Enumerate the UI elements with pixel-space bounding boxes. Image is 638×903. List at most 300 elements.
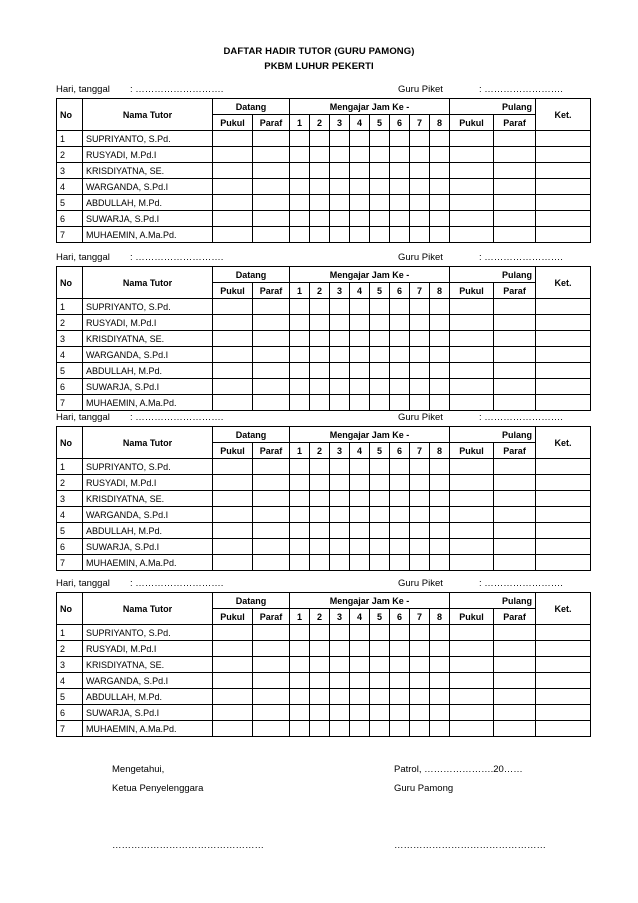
attendance-cell[interactable] [450, 395, 494, 411]
attendance-cell[interactable] [370, 179, 390, 195]
attendance-cell[interactable] [450, 657, 494, 673]
attendance-cell[interactable] [330, 347, 350, 363]
attendance-cell[interactable] [450, 705, 494, 721]
attendance-cell[interactable] [450, 179, 494, 195]
attendance-cell[interactable] [310, 395, 330, 411]
attendance-cell[interactable] [290, 689, 310, 705]
attendance-cell[interactable] [410, 657, 430, 673]
attendance-cell[interactable] [410, 195, 430, 211]
attendance-cell[interactable] [450, 539, 494, 555]
attendance-cell[interactable] [430, 705, 450, 721]
attendance-cell[interactable] [430, 507, 450, 523]
attendance-cell[interactable] [330, 363, 350, 379]
attendance-cell[interactable] [310, 211, 330, 227]
attendance-cell[interactable] [494, 523, 536, 539]
attendance-cell[interactable] [310, 459, 330, 475]
attendance-cell[interactable] [290, 195, 310, 211]
attendance-cell[interactable] [390, 475, 410, 491]
attendance-cell[interactable] [494, 689, 536, 705]
attendance-cell[interactable] [350, 331, 370, 347]
attendance-cell[interactable] [213, 657, 253, 673]
attendance-cell[interactable] [253, 163, 290, 179]
attendance-cell[interactable] [450, 689, 494, 705]
attendance-cell[interactable] [536, 673, 591, 689]
attendance-cell[interactable] [370, 555, 390, 571]
attendance-cell[interactable] [290, 507, 310, 523]
attendance-cell[interactable] [350, 523, 370, 539]
attendance-cell[interactable] [494, 299, 536, 315]
attendance-cell[interactable] [370, 315, 390, 331]
attendance-cell[interactable] [390, 163, 410, 179]
attendance-cell[interactable] [410, 523, 430, 539]
attendance-cell[interactable] [290, 179, 310, 195]
attendance-cell[interactable] [253, 331, 290, 347]
attendance-cell[interactable] [430, 721, 450, 737]
attendance-cell[interactable] [390, 227, 410, 243]
attendance-cell[interactable] [213, 539, 253, 555]
attendance-cell[interactable] [430, 523, 450, 539]
attendance-cell[interactable] [370, 657, 390, 673]
attendance-cell[interactable] [536, 657, 591, 673]
attendance-cell[interactable] [213, 299, 253, 315]
attendance-cell[interactable] [290, 395, 310, 411]
attendance-cell[interactable] [450, 491, 494, 507]
attendance-cell[interactable] [350, 491, 370, 507]
attendance-cell[interactable] [370, 705, 390, 721]
attendance-cell[interactable] [390, 507, 410, 523]
attendance-cell[interactable] [450, 227, 494, 243]
attendance-cell[interactable] [494, 507, 536, 523]
attendance-cell[interactable] [310, 363, 330, 379]
attendance-cell[interactable] [536, 227, 591, 243]
attendance-cell[interactable] [290, 555, 310, 571]
attendance-cell[interactable] [253, 475, 290, 491]
attendance-cell[interactable] [450, 673, 494, 689]
attendance-cell[interactable] [410, 299, 430, 315]
attendance-cell[interactable] [494, 163, 536, 179]
attendance-cell[interactable] [330, 211, 350, 227]
attendance-cell[interactable] [450, 507, 494, 523]
attendance-cell[interactable] [430, 147, 450, 163]
attendance-cell[interactable] [253, 147, 290, 163]
attendance-cell[interactable] [370, 523, 390, 539]
attendance-cell[interactable] [213, 331, 253, 347]
attendance-cell[interactable] [410, 395, 430, 411]
attendance-cell[interactable] [350, 673, 370, 689]
attendance-cell[interactable] [390, 331, 410, 347]
attendance-cell[interactable] [213, 211, 253, 227]
attendance-cell[interactable] [350, 459, 370, 475]
attendance-cell[interactable] [350, 211, 370, 227]
attendance-cell[interactable] [213, 459, 253, 475]
attendance-cell[interactable] [410, 211, 430, 227]
attendance-cell[interactable] [290, 539, 310, 555]
attendance-cell[interactable] [536, 211, 591, 227]
attendance-cell[interactable] [430, 689, 450, 705]
attendance-cell[interactable] [253, 507, 290, 523]
attendance-cell[interactable] [536, 523, 591, 539]
attendance-cell[interactable] [410, 179, 430, 195]
attendance-cell[interactable] [253, 539, 290, 555]
attendance-cell[interactable] [430, 179, 450, 195]
attendance-cell[interactable] [494, 211, 536, 227]
attendance-cell[interactable] [290, 347, 310, 363]
attendance-cell[interactable] [430, 475, 450, 491]
attendance-cell[interactable] [310, 721, 330, 737]
attendance-cell[interactable] [213, 689, 253, 705]
attendance-cell[interactable] [253, 227, 290, 243]
attendance-cell[interactable] [330, 131, 350, 147]
attendance-cell[interactable] [330, 523, 350, 539]
attendance-cell[interactable] [310, 523, 330, 539]
attendance-cell[interactable] [450, 523, 494, 539]
attendance-cell[interactable] [536, 459, 591, 475]
attendance-cell[interactable] [494, 539, 536, 555]
attendance-cell[interactable] [253, 131, 290, 147]
attendance-cell[interactable] [494, 379, 536, 395]
attendance-cell[interactable] [290, 379, 310, 395]
attendance-cell[interactable] [370, 195, 390, 211]
attendance-cell[interactable] [390, 347, 410, 363]
attendance-cell[interactable] [330, 539, 350, 555]
attendance-cell[interactable] [330, 689, 350, 705]
attendance-cell[interactable] [450, 163, 494, 179]
attendance-cell[interactable] [494, 555, 536, 571]
attendance-cell[interactable] [330, 147, 350, 163]
attendance-cell[interactable] [253, 657, 290, 673]
attendance-cell[interactable] [310, 347, 330, 363]
attendance-cell[interactable] [390, 705, 410, 721]
attendance-cell[interactable] [290, 705, 310, 721]
attendance-cell[interactable] [390, 131, 410, 147]
attendance-cell[interactable] [213, 475, 253, 491]
attendance-cell[interactable] [253, 673, 290, 689]
attendance-cell[interactable] [430, 363, 450, 379]
attendance-cell[interactable] [330, 705, 350, 721]
attendance-cell[interactable] [430, 299, 450, 315]
attendance-cell[interactable] [536, 689, 591, 705]
attendance-cell[interactable] [370, 689, 390, 705]
attendance-cell[interactable] [253, 491, 290, 507]
attendance-cell[interactable] [536, 507, 591, 523]
attendance-cell[interactable] [290, 657, 310, 673]
attendance-cell[interactable] [450, 459, 494, 475]
attendance-cell[interactable] [390, 539, 410, 555]
attendance-cell[interactable] [213, 395, 253, 411]
attendance-cell[interactable] [330, 507, 350, 523]
attendance-cell[interactable] [213, 673, 253, 689]
attendance-cell[interactable] [390, 657, 410, 673]
attendance-cell[interactable] [390, 673, 410, 689]
attendance-cell[interactable] [536, 163, 591, 179]
attendance-cell[interactable] [290, 299, 310, 315]
attendance-cell[interactable] [350, 705, 370, 721]
attendance-cell[interactable] [310, 147, 330, 163]
attendance-cell[interactable] [370, 379, 390, 395]
attendance-cell[interactable] [330, 625, 350, 641]
attendance-cell[interactable] [430, 315, 450, 331]
attendance-cell[interactable] [450, 555, 494, 571]
attendance-cell[interactable] [213, 315, 253, 331]
attendance-cell[interactable] [253, 299, 290, 315]
attendance-cell[interactable] [350, 163, 370, 179]
attendance-cell[interactable] [370, 459, 390, 475]
attendance-cell[interactable] [310, 331, 330, 347]
attendance-cell[interactable] [494, 331, 536, 347]
attendance-cell[interactable] [536, 641, 591, 657]
attendance-cell[interactable] [350, 721, 370, 737]
attendance-cell[interactable] [350, 179, 370, 195]
attendance-cell[interactable] [310, 689, 330, 705]
attendance-cell[interactable] [330, 673, 350, 689]
attendance-cell[interactable] [350, 395, 370, 411]
attendance-cell[interactable] [290, 641, 310, 657]
attendance-cell[interactable] [494, 347, 536, 363]
attendance-cell[interactable] [536, 363, 591, 379]
attendance-cell[interactable] [350, 147, 370, 163]
attendance-cell[interactable] [410, 379, 430, 395]
attendance-cell[interactable] [330, 299, 350, 315]
attendance-cell[interactable] [350, 689, 370, 705]
attendance-cell[interactable] [310, 491, 330, 507]
attendance-cell[interactable] [330, 331, 350, 347]
attendance-cell[interactable] [290, 475, 310, 491]
attendance-cell[interactable] [213, 507, 253, 523]
attendance-cell[interactable] [253, 363, 290, 379]
attendance-cell[interactable] [410, 625, 430, 641]
attendance-cell[interactable] [536, 721, 591, 737]
attendance-cell[interactable] [430, 555, 450, 571]
attendance-cell[interactable] [370, 227, 390, 243]
attendance-cell[interactable] [310, 657, 330, 673]
attendance-cell[interactable] [494, 673, 536, 689]
attendance-cell[interactable] [290, 459, 310, 475]
attendance-cell[interactable] [410, 475, 430, 491]
attendance-cell[interactable] [350, 379, 370, 395]
attendance-cell[interactable] [494, 147, 536, 163]
attendance-cell[interactable] [310, 315, 330, 331]
attendance-cell[interactable] [410, 347, 430, 363]
attendance-cell[interactable] [370, 299, 390, 315]
attendance-cell[interactable] [370, 363, 390, 379]
attendance-cell[interactable] [253, 395, 290, 411]
attendance-cell[interactable] [310, 299, 330, 315]
attendance-cell[interactable] [213, 641, 253, 657]
attendance-cell[interactable] [430, 459, 450, 475]
attendance-cell[interactable] [330, 379, 350, 395]
attendance-cell[interactable] [253, 523, 290, 539]
attendance-cell[interactable] [390, 315, 410, 331]
attendance-cell[interactable] [213, 625, 253, 641]
attendance-cell[interactable] [253, 315, 290, 331]
attendance-cell[interactable] [494, 625, 536, 641]
attendance-cell[interactable] [390, 179, 410, 195]
attendance-cell[interactable] [350, 299, 370, 315]
attendance-cell[interactable] [536, 379, 591, 395]
attendance-cell[interactable] [370, 147, 390, 163]
attendance-cell[interactable] [350, 657, 370, 673]
attendance-cell[interactable] [370, 395, 390, 411]
attendance-cell[interactable] [494, 475, 536, 491]
attendance-cell[interactable] [253, 555, 290, 571]
attendance-cell[interactable] [430, 625, 450, 641]
attendance-cell[interactable] [253, 641, 290, 657]
attendance-cell[interactable] [390, 299, 410, 315]
attendance-cell[interactable] [330, 315, 350, 331]
attendance-cell[interactable] [350, 625, 370, 641]
attendance-cell[interactable] [494, 459, 536, 475]
attendance-cell[interactable] [450, 211, 494, 227]
attendance-cell[interactable] [253, 459, 290, 475]
attendance-cell[interactable] [494, 315, 536, 331]
attendance-cell[interactable] [494, 131, 536, 147]
attendance-cell[interactable] [390, 395, 410, 411]
attendance-cell[interactable] [253, 347, 290, 363]
attendance-cell[interactable] [310, 131, 330, 147]
attendance-cell[interactable] [536, 395, 591, 411]
attendance-cell[interactable] [536, 539, 591, 555]
attendance-cell[interactable] [370, 673, 390, 689]
attendance-cell[interactable] [290, 331, 310, 347]
attendance-cell[interactable] [253, 195, 290, 211]
attendance-cell[interactable] [536, 195, 591, 211]
attendance-cell[interactable] [310, 195, 330, 211]
attendance-cell[interactable] [536, 625, 591, 641]
attendance-cell[interactable] [390, 211, 410, 227]
attendance-cell[interactable] [213, 363, 253, 379]
attendance-cell[interactable] [430, 347, 450, 363]
attendance-cell[interactable] [494, 363, 536, 379]
attendance-cell[interactable] [213, 147, 253, 163]
attendance-cell[interactable] [390, 641, 410, 657]
attendance-cell[interactable] [430, 379, 450, 395]
attendance-cell[interactable] [213, 163, 253, 179]
attendance-cell[interactable] [410, 363, 430, 379]
attendance-cell[interactable] [450, 131, 494, 147]
attendance-cell[interactable] [330, 475, 350, 491]
attendance-cell[interactable] [350, 131, 370, 147]
attendance-cell[interactable] [330, 657, 350, 673]
attendance-cell[interactable] [310, 179, 330, 195]
attendance-cell[interactable] [290, 315, 310, 331]
attendance-cell[interactable] [536, 315, 591, 331]
attendance-cell[interactable] [370, 491, 390, 507]
attendance-cell[interactable] [213, 523, 253, 539]
attendance-cell[interactable] [330, 395, 350, 411]
attendance-cell[interactable] [450, 363, 494, 379]
attendance-cell[interactable] [536, 147, 591, 163]
attendance-cell[interactable] [410, 689, 430, 705]
attendance-cell[interactable] [330, 555, 350, 571]
attendance-cell[interactable] [290, 491, 310, 507]
attendance-cell[interactable] [390, 625, 410, 641]
attendance-cell[interactable] [310, 539, 330, 555]
attendance-cell[interactable] [330, 179, 350, 195]
attendance-cell[interactable] [390, 379, 410, 395]
attendance-cell[interactable] [410, 147, 430, 163]
attendance-cell[interactable] [450, 625, 494, 641]
attendance-cell[interactable] [390, 721, 410, 737]
attendance-cell[interactable] [253, 721, 290, 737]
attendance-cell[interactable] [450, 347, 494, 363]
attendance-cell[interactable] [430, 491, 450, 507]
attendance-cell[interactable] [390, 195, 410, 211]
attendance-cell[interactable] [494, 227, 536, 243]
attendance-cell[interactable] [370, 721, 390, 737]
attendance-cell[interactable] [536, 475, 591, 491]
attendance-cell[interactable] [290, 147, 310, 163]
attendance-cell[interactable] [330, 641, 350, 657]
attendance-cell[interactable] [253, 625, 290, 641]
attendance-cell[interactable] [350, 227, 370, 243]
attendance-cell[interactable] [390, 689, 410, 705]
attendance-cell[interactable] [370, 641, 390, 657]
attendance-cell[interactable] [370, 539, 390, 555]
attendance-cell[interactable] [410, 315, 430, 331]
attendance-cell[interactable] [410, 673, 430, 689]
attendance-cell[interactable] [410, 705, 430, 721]
attendance-cell[interactable] [290, 227, 310, 243]
attendance-cell[interactable] [450, 331, 494, 347]
attendance-cell[interactable] [370, 625, 390, 641]
attendance-cell[interactable] [430, 657, 450, 673]
attendance-cell[interactable] [536, 179, 591, 195]
attendance-cell[interactable] [253, 211, 290, 227]
attendance-cell[interactable] [430, 131, 450, 147]
attendance-cell[interactable] [536, 299, 591, 315]
attendance-cell[interactable] [410, 641, 430, 657]
attendance-cell[interactable] [410, 539, 430, 555]
attendance-cell[interactable] [253, 179, 290, 195]
attendance-cell[interactable] [330, 163, 350, 179]
attendance-cell[interactable] [310, 625, 330, 641]
attendance-cell[interactable] [494, 395, 536, 411]
attendance-cell[interactable] [450, 147, 494, 163]
attendance-cell[interactable] [410, 227, 430, 243]
attendance-cell[interactable] [330, 227, 350, 243]
attendance-cell[interactable] [410, 331, 430, 347]
attendance-cell[interactable] [410, 507, 430, 523]
attendance-cell[interactable] [350, 641, 370, 657]
attendance-cell[interactable] [350, 347, 370, 363]
attendance-cell[interactable] [390, 491, 410, 507]
attendance-cell[interactable] [350, 507, 370, 523]
attendance-cell[interactable] [450, 379, 494, 395]
attendance-cell[interactable] [410, 163, 430, 179]
attendance-cell[interactable] [450, 195, 494, 211]
attendance-cell[interactable] [450, 475, 494, 491]
attendance-cell[interactable] [450, 721, 494, 737]
attendance-cell[interactable] [410, 721, 430, 737]
attendance-cell[interactable] [213, 705, 253, 721]
attendance-cell[interactable] [213, 721, 253, 737]
attendance-cell[interactable] [410, 555, 430, 571]
attendance-cell[interactable] [213, 131, 253, 147]
attendance-cell[interactable] [310, 555, 330, 571]
attendance-cell[interactable] [430, 195, 450, 211]
attendance-cell[interactable] [430, 641, 450, 657]
attendance-cell[interactable] [370, 163, 390, 179]
attendance-cell[interactable] [213, 379, 253, 395]
attendance-cell[interactable] [290, 211, 310, 227]
attendance-cell[interactable] [536, 131, 591, 147]
attendance-cell[interactable] [410, 459, 430, 475]
attendance-cell[interactable] [310, 641, 330, 657]
attendance-cell[interactable] [350, 555, 370, 571]
attendance-cell[interactable] [310, 507, 330, 523]
attendance-cell[interactable] [310, 163, 330, 179]
attendance-cell[interactable] [310, 705, 330, 721]
